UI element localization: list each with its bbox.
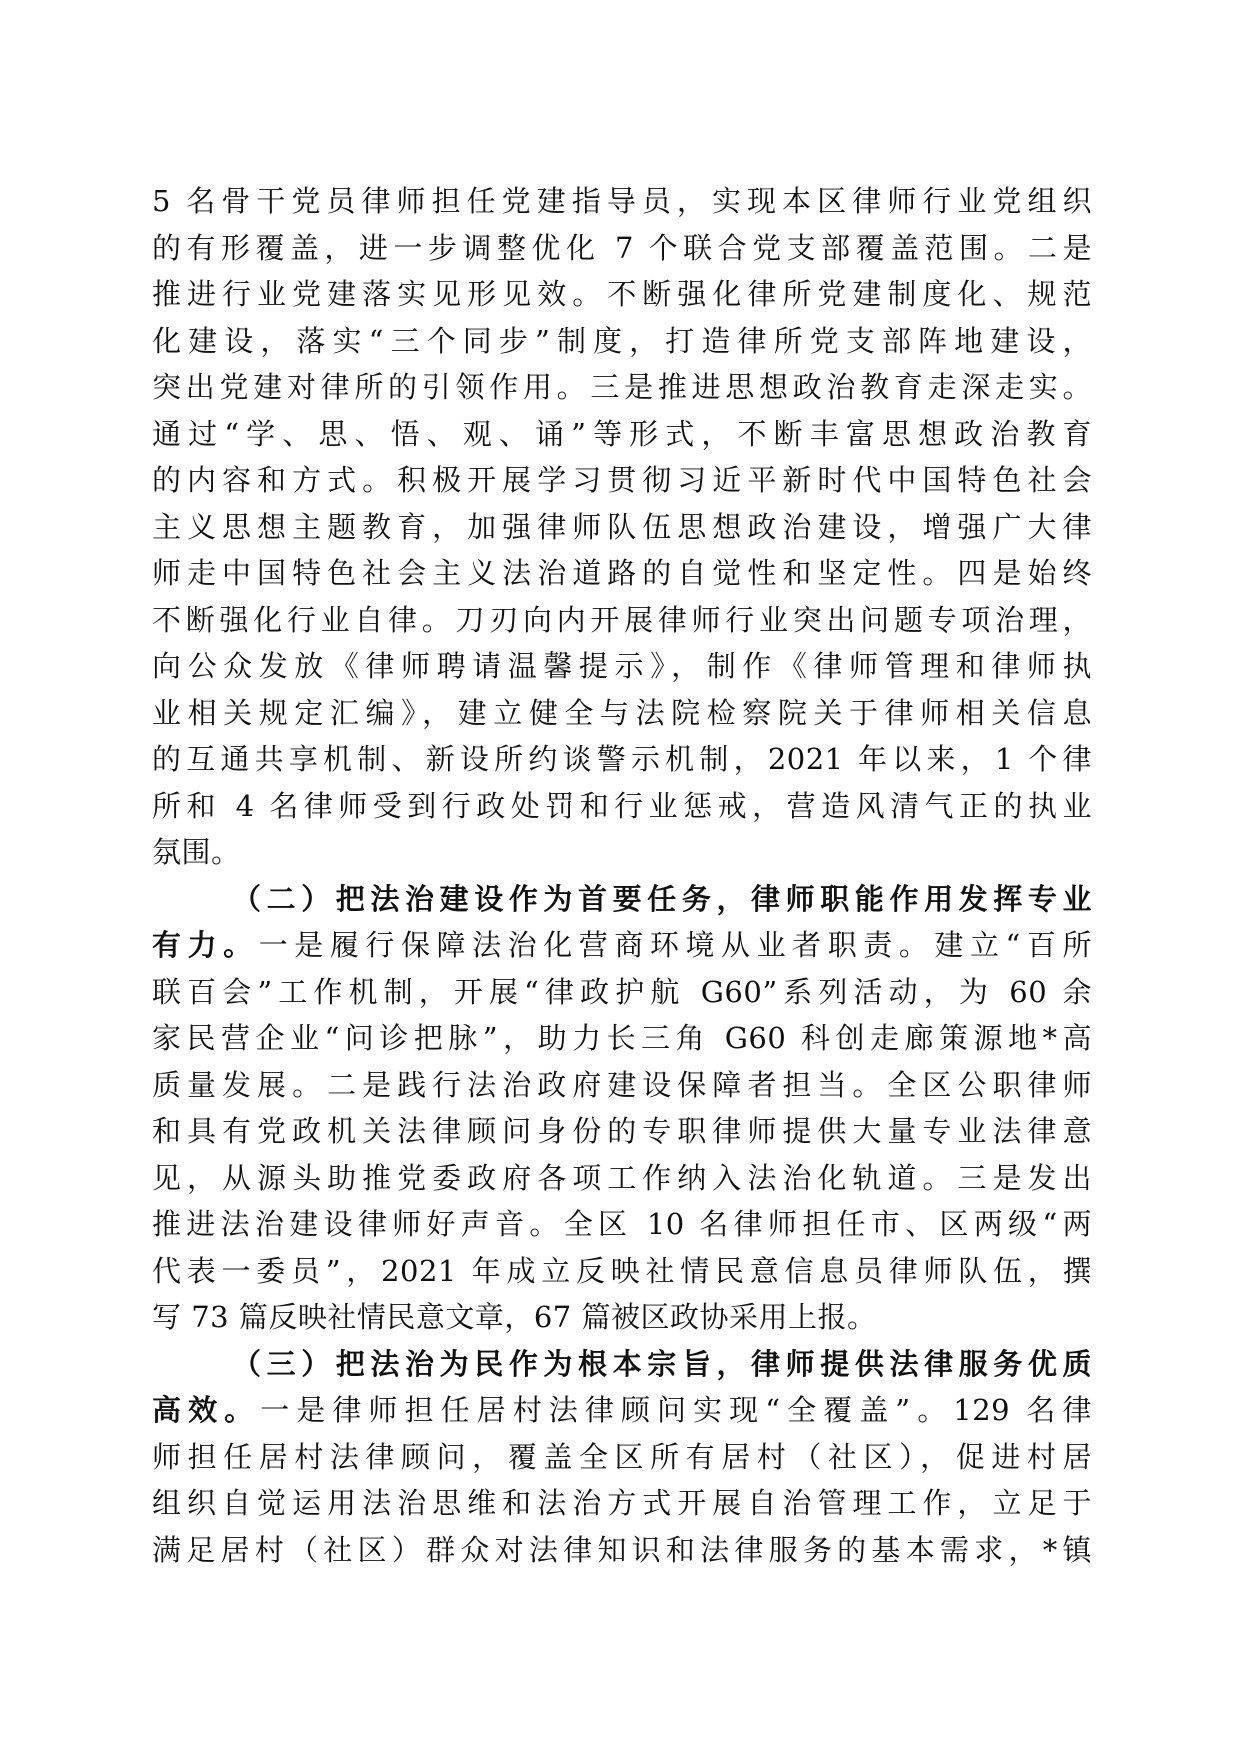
text-line: 师走中国特色社会主义法治道路的自觉性和坚定性。四是始终 (152, 556, 1092, 590)
text-line: 主义思想主题教育，加强律师队伍思想政治建设，增强广大律 (152, 509, 1092, 544)
text-line: 不断强化行业自律。刀刃向内开展律师行业突出问题专项治理， (152, 602, 1092, 637)
text-line: 通过“学、思、悟、观、诵”等形式，不断丰富思想政治教育 (152, 416, 1092, 451)
paragraph-party-building (152, 178, 1092, 876)
text-line: 的互通共享机制、新设所约谈警示机制，2021 年以来，1 个律 (152, 742, 1092, 776)
text-line: 突出党建对律所的引领作用。三是推进思想政治教育走深走实。 (152, 370, 1092, 404)
text-line: 推进行业党建落实见形见效。不断强化律所党建制度化、规范 (152, 277, 1092, 311)
text-line: 家民营企业“问诊把脉”，助力长三角 G60 科创走廊策源地*高 (152, 1021, 1092, 1055)
text-line: 组织自觉运用法治思维和法治方式开展自治管理工作，立足于 (152, 1486, 1092, 1520)
text-line: 所和 4 名律师受到行政处罚和行业惩戒，营造风清气正的执业 (152, 788, 1092, 823)
section-heading-line: （三）把法治为民作为根本宗旨，律师提供法律服务优质 (232, 1346, 1092, 1381)
text-line: 的内容和方式。积极开展学习贯彻习近平新时代中国特色社会 (152, 463, 1092, 497)
text-line: 师担任居村法律顾问，覆盖全区所有居村（社区），促进村居 (152, 1439, 1092, 1474)
text-line (152, 922, 1092, 969)
text-line: 5 名骨干党员律师担任党建指导员，实现本区律师行业党组织 (152, 184, 1092, 218)
text-line-rest: 一是履行保障法治化营商环境从业者职责。建立“百所 (258, 928, 1092, 962)
text-line: 见，从源头助推党委政府各项工作纳入法治化轨道。三是发出 (152, 1160, 1092, 1195)
text-line: 代表一委员”，2021 年成立反映社情民意信息员律师队伍，撰 (152, 1253, 1092, 1288)
text-line: 推进法治建设律师好声音。全区 10 名律师担任市、区两级“两 (152, 1207, 1092, 1241)
section-heading-tail: 有力。 (152, 928, 259, 962)
text-line: 和具有党政机关法律顾问身份的专职律师提供大量专业法律意 (152, 1114, 1092, 1148)
body-text (152, 178, 1092, 1573)
text-line: 业相关规定汇编》，建立健全与法院检察院关于律师相关信息 (152, 695, 1092, 730)
paragraph-serving-people (152, 1341, 1092, 1574)
text-line-rest: 一是律师担任居村法律顾问实现“全覆盖”。129 名律 (260, 1393, 1092, 1427)
text-line: 质量发展。二是践行法治政府建设保障者担当。全区公职律师 (152, 1067, 1092, 1102)
paragraph-rule-of-law (152, 876, 1092, 1341)
text-line: 化建设，落实“三个同步”制度，打造律所党支部阵地建设， (152, 323, 1092, 358)
text-line: 的有形覆盖，进一步调整优化 7 个联合党支部覆盖范围。二是 (152, 230, 1092, 265)
text-line: 满足居村（社区）群众对法律知识和法律服务的基本需求，*镇 (152, 1532, 1092, 1567)
text-line (152, 1387, 1092, 1434)
text-line: 写 73 篇反映社情民意文章，67 篇被区政协采用上报。 (152, 1300, 877, 1334)
text-line: 氛围。 (152, 835, 241, 869)
section-heading-tail: 高效。 (152, 1393, 261, 1427)
text-line: 联百会”工作机制，开展“律政护航 G60”系列活动，为 60 余 (152, 974, 1092, 1009)
text-line: 向公众发放《律师聘请温馨提示》，制作《律师管理和律师执 (152, 649, 1092, 683)
section-heading-line: （二）把法治建设作为首要任务，律师职能作用发挥专业 (232, 881, 1092, 916)
